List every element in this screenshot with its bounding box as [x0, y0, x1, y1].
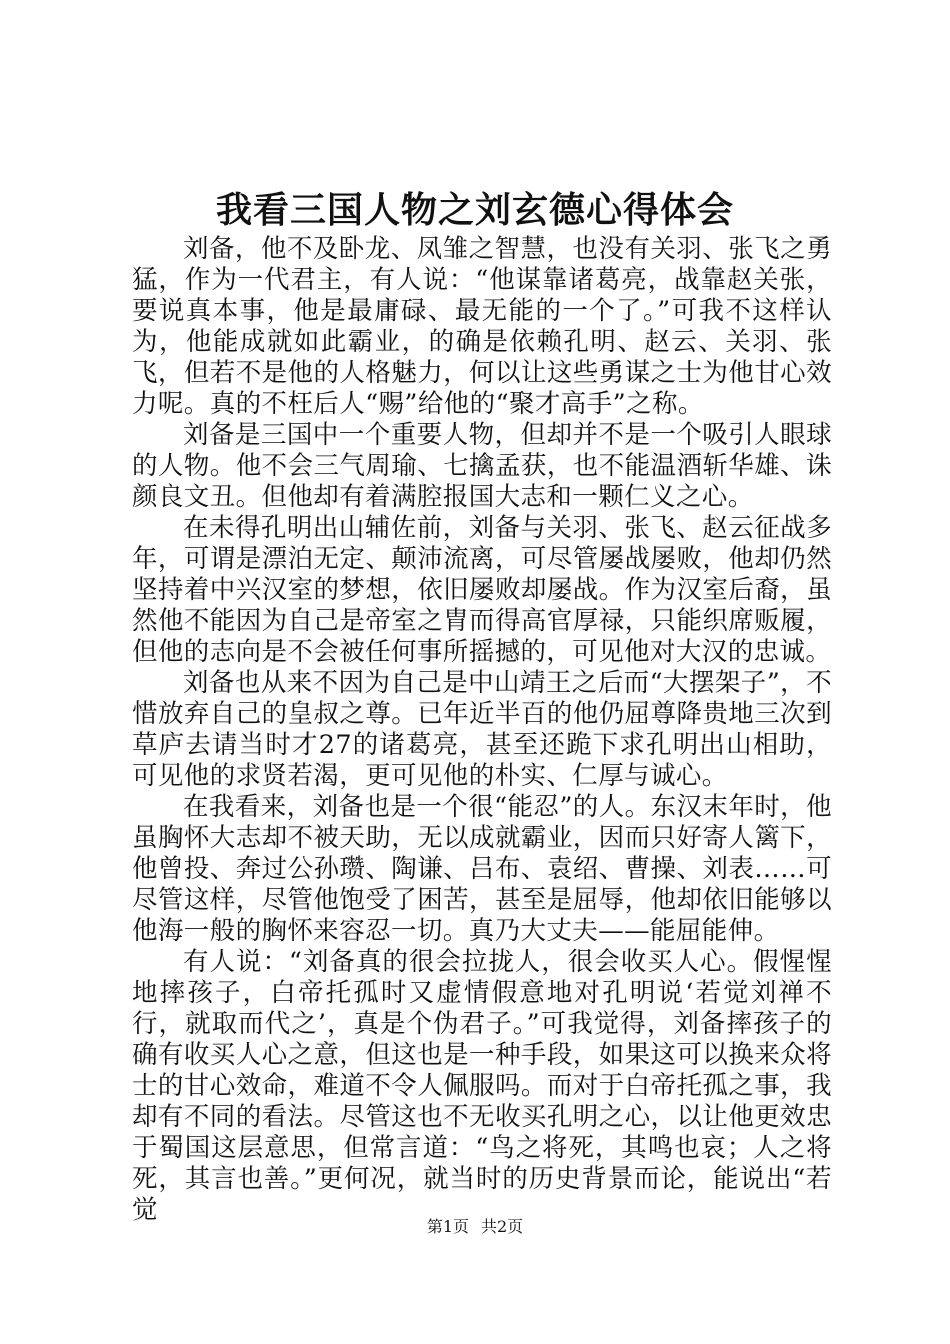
document-title: 我看三国人物之刘玄德心得体会 [215, 189, 734, 231]
page-total: 共2页 [481, 1217, 524, 1236]
paragraph-1: 刘备，他不及卧龙、凤雏之智慧，也没有关羽、张飞之勇猛，作为一代君主，有人说：“他谋靠诸葛亮，战靠赵关张，要说真本事，他是最庸碌、最无能的一个了。”可我不这样认为，他能成就如此霸业，的确是依赖孔明、赵云、关羽、张飞，但若不是他的人格魅力，何以让这些勇谋之士为他甘心效力呢。真的不枉后人“赐”给他的“聚才高手”之称。 [132, 234, 832, 419]
paragraph-6: 有人说：“刘备真的很会拉拢人，很会收买人心。假惺惺地摔孩子，白帝托孤时又虚情假意地对孔明说‘若觉刘禅不行，就取而代之’，真是个伪君子。”可我觉得，刘备摔孩子的确有收买人心之意，但这也是一种手段，如果这可以换来众将士的甘心效命，难道不令人佩服吗。而对于白帝托孤之事，我却有不同的看法。尽管这也不无收买孔明之心，以让他更效忠于蜀国这层意思，但常言道：“鸟之将死，其鸣也哀；人之将死，其言也善。”更何况，就当时的历史背景而论，能说出“若觉 [132, 947, 832, 1225]
document-body [132, 234, 832, 1226]
paragraph-4: 刘备也从来不因为自己是中山靖王之后而“大摆架子”，不惜放弃自己的皇叔之尊。已年近半百的他仍屈尊降贵地三次到草庐去请当时才27的诸葛亮，甚至还跪下求孔明出山相助，可见他的求贤若渴，更可见他的朴实、仁厚与诚心。 [132, 668, 832, 791]
page-number: 第1页 [426, 1217, 469, 1236]
paragraph-5: 在我看来，刘备也是一个很“能忍”的人。东汉末年时，他虽胸怀大志却不被天助，无以成就霸业，因而只好寄人篱下，他曾投、奔过公孙瓒、陶谦、吕布、袁绍、曹操、刘表……可尽管这样，尽管他饱受了困苦，甚至是屈辱，他却依旧能够以他海一般的胸怀来容忍一切。真乃大丈夫——能屈能伸。 [132, 792, 832, 946]
page-footer [0, 1216, 950, 1238]
paragraph-3: 在未得孔明出山辅佐前，刘备与关羽、张飞、赵云征战多年，可谓是漂泊无定、颠沛流离，可尽管屡战屡败，他却仍然坚持着中兴汉室的梦想，依旧屡败却屡战。作为汉室后裔，虽然他不能因为自己是帝室之胄而得高官厚禄，只能织席贩履，但他的志向是不会被任何事所摇撼的，可见他对大汉的忠诚。 [132, 513, 832, 667]
paragraph-2: 刘备是三国中一个重要人物，但却并不是一个吸引人眼球的人物。他不会三气周瑜、七擒孟获，也不能温酒斩华雄、诛颜良文丑。但他却有着满腔报国大志和一颗仁义之心。 [132, 420, 832, 512]
